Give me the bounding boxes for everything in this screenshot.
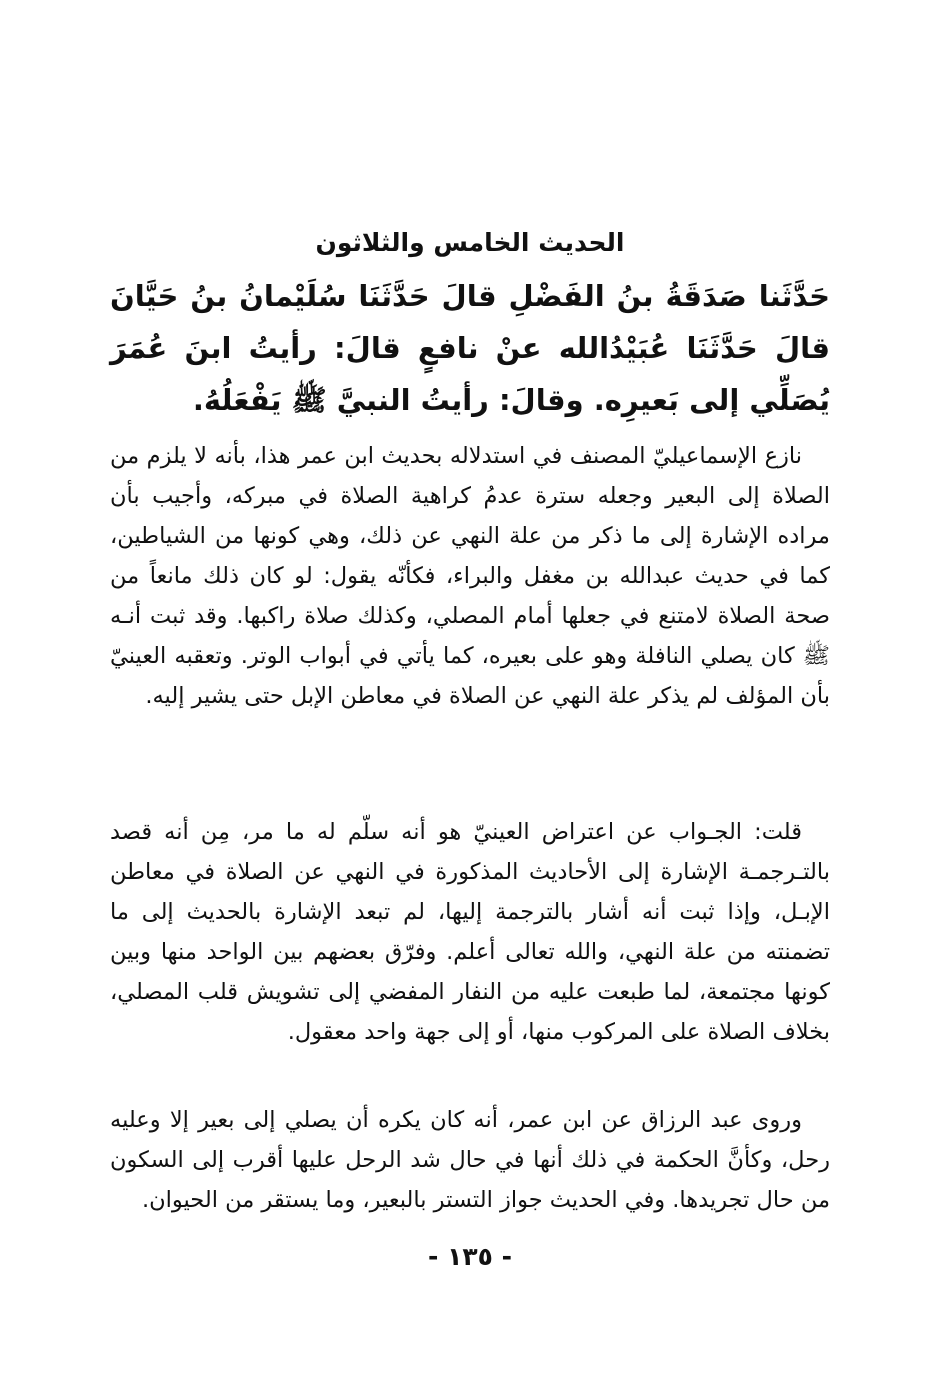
commentary-paragraph-3: وروى عبد الرزاق عن ابن عمر، أنه كان يكره أن يصلي إلى بعير إلا وعليه رحل، وكأنَّ الحكمة في ذلك أنها في حال شد الرحل عليها أقرب إلى السكون من حال تجريدها. وفي الحديث جواز التستر بالبعير، وما يستقر من الحيوان.	[110, 1107, 830, 1213]
hadith-text: حَدَّثَنا صَدَقَةُ بنُ الفَضْلِ قالَ حَدَّثَنَا سُلَيْمانُ بنُ حَيَّانَ قالَ حَدَّثَنَا عُبَيْدُالله عنْ نافعٍ قالَ: رأيتُ ابنَ عُمَرَ يُصَلِّي إلى بَعيرِه. وقالَ: رأيتُ النبيَّ ﷺ يَفْعَلُهُ.	[110, 279, 830, 417]
hadith-heading: الحديث الخامس والثلاثون	[315, 228, 625, 257]
commentary-paragraph-2: قلت: الجـواب عن اعتراض العينيّ هو أنه سلّم له ما مر، مِن أنه قصد بالتـرجمـة الإشارة إلى الأحاديث المذكورة في النهي عن الصلاة في معاطن الإبـل، وإذا ثبت أنه أشار بالترجمة إليها، لم تبعد الإشارة بالحديث إلى ما تضمنته من علة النهي، والله تعالى أعلم. وفرّق بعضهم بين الواحد منها وبين كونها مجتمعة، لما طبعت عليه من النفار المفضي إلى تشويش قلب المصلي، بخلاف الصلاة على المركوب منها، أو إلى جهة واحد معقول.	[110, 819, 830, 1045]
commentary-paragraph-1: نازع الإسماعيليّ المصنف في استدلاله بحديث ابن عمر هذا، بأنه لا يلزم من الصلاة إلى البعير وجعله سترة عدمُ كراهية الصلاة في مبركه، وأجيب بأن مراده الإشارة إلى ما ذكر من علة النهي عن ذلك، وهي كونها من الشياطين، كما في حديث عبدالله بن مغفل والبراء، فكأنّه يقول: لو كان ذلك مانعاً من صحة الصلاة لامتنع في جعلها أمام المصلي، وكذلك صلاة راكبها. وقد ثبت أنـه ﷺ كان يصلي النافلة وهو على بعيره، كما يأتي في أبواب الوتر. وتعقبه العينيّ بأن المؤلف لم يذكر علة النهي عن الصلاة في معاطن الإبل حتى يشير إليه.	[110, 443, 830, 709]
page-number: - ١٣٥ -	[428, 1242, 512, 1271]
